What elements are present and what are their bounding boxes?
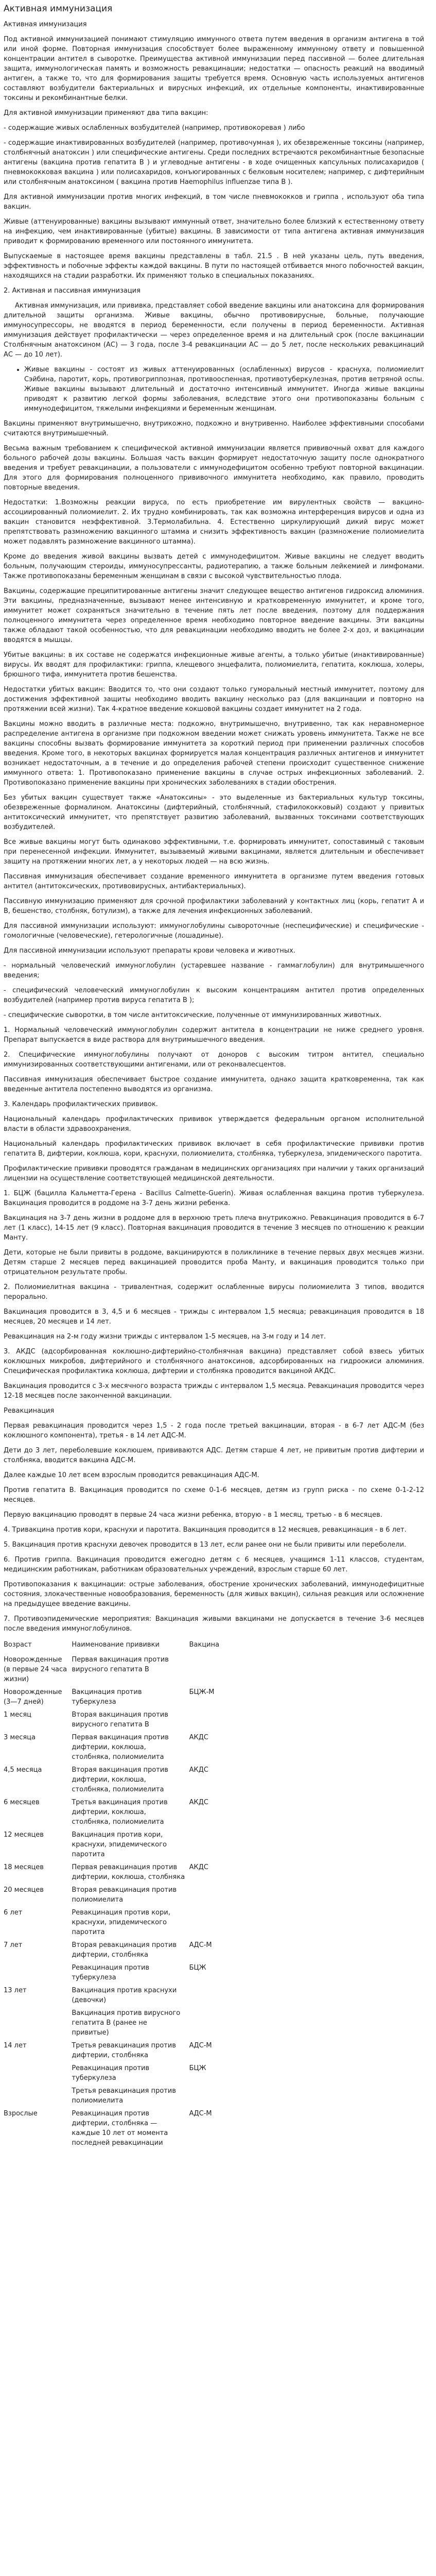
- paragraph: Ревакцинация: [4, 1407, 55, 1415]
- paragraph: - содержащие инактивированных возбудителей (например, противочумная ), их обезвреженные токсины (например, столбнячный анатоксин ) или специфические антигены. Среди последних встречаются рекомбинантные безопасные антигены (вакцина против гепатита B ) и углеводные антигены - в ходе очищенных капсульных полисахаридов ( пневмококковая вакцина ) или полисахаридов, конъюгированных с белковым носителем; например, с дифтерийным или столбнячным анатоксином ( вакцина против Haemophilus influenzae типа B ).: [4, 139, 424, 186]
- vaccine-cell: [189, 1907, 261, 1939]
- vaccine-cell: АДС-М: [189, 2110, 212, 2117]
- paragraph: Все живые вакцины могут быть одинаково эффективными, т.е. формировать иммунитет, сопоставимый с таковым при перенесенной инфекции. Иммунитет, вызываемый живыми вакцинами, является длительным и обеспечивает защиту на протяжении многих лет, а у некоторых людей — на всю жизнь.: [4, 838, 424, 866]
- paragraph: Активная иммунизация, или прививка, представляет собой введение вакцины или анатоксина для формирования длительной защиты организма. Живые вакцины, обычно противовирусные, больные, получающие иммуносупрессоры, не вводятся в период беременности, если получены в период беременности. Активная иммунизация действует профилактически — через определенное время и на длительный срок (после вакцинации Столбнячным анатоксином (АС) — 3 года, после 3-4 ревакцинации АС — до 5 лет, после нескольких ревакцинаций АС — до 10 лет).: [4, 302, 424, 359]
- vaccination-name-cell: Ревакцинация против дифтерии, столбняка — каждые 10 лет от момента последней ревакцинации: [72, 2110, 168, 2147]
- age-cell: 14 лет: [4, 2042, 27, 2049]
- age-cell: [4, 2062, 72, 2085]
- paragraph: Национальный календарь профилактических прививок включает в себя профилактические прививки против гепатита B, дифтерии, коклюша, кори, краснухи, полиомиелита, столбняка, туберкулеза, эпидемического паротита.: [4, 1140, 424, 1158]
- vaccination-name-cell: Первая вакцинация против дифтерии, коклюша, столбняка, полиомиелита: [72, 1734, 169, 1761]
- vaccine-cell: [189, 1985, 261, 2007]
- age-cell: 7 лет: [4, 1941, 23, 1949]
- age-cell: 3 месяца: [4, 1734, 36, 1741]
- table-row: [4, 1985, 261, 2007]
- vaccination-name-cell: Вторая вакцинация против дифтерии, коклюша, столбняка, полиомиелита: [72, 1766, 168, 1793]
- paragraph: Пассивная иммунизация обеспечивает создание временного иммунитета в организме путем введения готовых антител (антитоксических, противовирусных, антибактериальных).: [4, 873, 424, 890]
- vaccine-cell: БЦЖ-М: [189, 1688, 215, 1696]
- vaccine-cell: [189, 1709, 261, 1732]
- vaccine-cell: АКДС: [189, 1863, 208, 1871]
- paragraph: Вакцины применяют внутримышечно, внутрикожно, подкожно и внутривенно. Наиболее эффективными способами считаются внутримышечный.: [4, 420, 424, 437]
- passive-section: [4, 286, 424, 1094]
- paragraph: Пассивная иммунизация обеспечивает быстрое создание иммунитета, однако защита кратковременна, так как введенные антитела постепенно выводятся из организма.: [4, 1076, 424, 1093]
- age-cell: [4, 1962, 72, 1985]
- paragraph: Вакцины, содержащие преципитированные антигены значит следующее вещество антигенов гидроксид алюминия. Эти вакцины, предназначенные, вызывают менее интенсивную и кратковременную иммунитет, и кроме того, иммунитет может сохраняться значительно в течение пять лет после введения, поэтому для поддержания полноценного иммунитета через определенное время необходимо повторное введение вакцины. Эти вакцины также обладают такой особенностью, что для ревакцинации необходимо вводить не более 2-х доз, и вакцинации вводятся в мышцы.: [4, 587, 424, 644]
- vaccination-name-cell: Вакцинация против туберкулеза: [72, 1688, 142, 1706]
- age-cell: 4,5 месяца: [4, 1766, 42, 1774]
- age-cell: [4, 2085, 72, 2108]
- table-row: [4, 1709, 261, 1732]
- paragraph: 5. Вакцинация против краснухи девочек проводится в 13 лет, если ранее они не были привиты или переболели.: [4, 1541, 407, 1549]
- vaccine-cell: БЦЖ: [189, 1964, 206, 1972]
- paragraph: Весьма важным требованием к специфической активной иммунизации является прививочный охват для каждого больного рабочей дозы вакцины. Большая часть вакцин формирует недостаточную защиту после однократного введения и требует ревакцинации, а пользователи с иммунодефицитом особенно требуют повторной вакцинации. Для этого для формирования полноценного прививочного иммунитета необходимо, как правило, проводить повторные введения.: [4, 445, 424, 492]
- paragraph: Для активной иммунизации против многих инфекций, в том числе пневмококков и гриппа , используют оба типа вакцин.: [4, 193, 424, 211]
- age-cell: Новорожденные (в первые 24 часа жизни): [4, 1656, 67, 1683]
- table-row: [4, 2108, 261, 2150]
- paragraph: Дети до 3 лет, переболевшие коклюшем, прививаются АДС. Детям старше 4 лет, не привитым против дифтерии и столбняка, вводится вакцина АДС-М.: [4, 1447, 424, 1464]
- paragraph: Пассивную иммунизацию применяют для срочной профилактики заболеваний у контактных лиц (корь, гепатит A и B, бешенство, столбняк, ботулизм), а также для лечения инфекционных заболеваний.: [4, 897, 424, 915]
- table-row: [4, 2085, 261, 2108]
- age-cell: 18 месяцев: [4, 1863, 44, 1871]
- table-row: [4, 1884, 261, 1907]
- paragraph: 7. Противоэпидемические мероприятия: Вакцинация живыми вакцинами не допускается в течение 3-6 месяцев после введения иммуноглобулинов.: [4, 1615, 424, 1633]
- paragraph: Под активной иммунизацией понимают стимуляцию иммунного ответа путем введения в организм антигена в той или иной форме. Повторная иммунизация способствует более выраженному иммунному ответу и повышенной концентрации антител в сыворотке. Преимущества активной иммунизации перед пассивной — более длительная защита, иммунологическая память и возможность ревакцинации; недостатки — опасность реакций на вводимый антиген, а также то, что для формирования защиты требуется время. Основную часть используемых антигенов составляют возбудители бактериальных и вирусных инфекций, их отдельные компоненты, инактивированные токсины и рекомбинантные белки.: [4, 36, 424, 102]
- table-row: [4, 1686, 261, 1709]
- paragraph: Выпускаемые в настоящее время вакцины представлены в табл. 21.5 . В ней указаны цель, путь введения, эффективность и побочные эффекты каждой вакцины. В пути по настоящей отбивается много побочностей вакцин, находящихся на стадии разработки. Их применяют только в специальных показаниях.: [4, 252, 424, 280]
- table-row: [4, 1764, 261, 1797]
- paragraph: Вакцинация на 3-7 день жизни в роддоме для в верхнюю треть плеча внутрикожно. Ревакцинация проводится в 6-7 лет (1 класс), 14-15 лет (9 класс). Повторная вакцинация проводится в течение 3 месяцев по отношению к реакции Манту.: [4, 1214, 424, 1242]
- paragraph: Недостатки убитых вакцин: Вводится то, что они создают только гуморальный местный иммунитет, поэтому для достижения эффективной защиты необходимо вводить вакцину несколько раз (для вакцинации и повторно на протяжении всей жизни). Так 4-кратное введение кокшовой вакцины создает иммунитет на 2 года.: [4, 686, 424, 713]
- page-title: Активная иммунизация: [4, 4, 113, 14]
- vaccination-name-cell: Вакцинация против краснухи (девочки): [72, 1987, 177, 2004]
- paragraph: Для активной иммунизации применяют два типа вакцин:: [4, 109, 208, 117]
- paragraph: 2. Специфические иммуноглобулины получают от доноров с высоким титром антител, специально иммунизированных соответствующими антигенами, или от реконвалесцентов.: [4, 1051, 424, 1069]
- paragraph: Ревакцинация на 2-м году жизни трижды с интервалом 1-5 месяцев, на 3-м году и 14 лет.: [4, 1333, 326, 1341]
- table-row: [4, 1939, 261, 1962]
- age-cell: Новорожденные (3—7 дней): [4, 1688, 62, 1706]
- intro-section: [4, 35, 424, 281]
- age-cell: 13 лет: [4, 1987, 27, 1994]
- paragraph: Вакцины можно вводить в различные места: подкожно, внутримышечно, внутривенно, так как неравномерное распределение антигена в организме при подкожном введении может снижать уровень иммунитета. Также не все вакцины способны вызвать формирование иммунитета за короткий период при применении различных способов введения. Кроме того, в некоторых вакцинах формируется малая концентрация различных антигенов и иммунитет возникает недостаточным, а в течение и до определения рабочей степени происходит существенное снижение иммунного ответа: 1. Противопоказано применение вакцины в случае острых инфекционных заболеваний. 2. Противопоказано применение вакцины при хронических заболеваниях в стадии обострения.: [4, 720, 424, 787]
- paragraph: Кроме до введения живой вакцины вызвать детей с иммунодефицитом. Живые вакцины не следует вводить больным, получающим стероиды, иммуносупрессанты, радиотерапию, а также больным лейкемией и лимфомами. Также противопоказаны беременным женщинам в связи с высокой чувствительностью плода.: [4, 553, 424, 580]
- table-row: [4, 2040, 261, 2062]
- paragraph: Дети, которые не были привиты в роддоме, вакцинируются в поликлинике в течение первых двух месяцев жизни. Детям старше 2 месяцев перед вакцинацией проводится проба Манту, и вакцинация проводится только при отрицательном результате пробы.: [4, 1249, 424, 1276]
- vaccination-calendar-table: [4, 1639, 261, 2150]
- table-row: [4, 1654, 261, 1686]
- vaccination-name-cell: Третья ревакцинация против дифтерии, столбняка: [72, 2042, 176, 2059]
- age-cell: Взрослые: [4, 2110, 38, 2117]
- vaccine-cell: БЦЖ: [189, 2064, 206, 2072]
- vaccine-cell: АКДС: [189, 1766, 208, 1774]
- table-row: [4, 1907, 261, 1939]
- table-header-row: [4, 1639, 261, 1654]
- table-row: [4, 2062, 261, 2085]
- paragraph: - содержащие живых ослабленных возбудителей (например, противокоревая ) либо: [4, 124, 305, 132]
- list-item: • Живые вакцины - состоят из живых аттенуированных (ослабленных) вирусов - краснуха, полиомиелит Сэйбина, паротит, корь, противогриппозная, противооспенная, противотуберкулезная, против ветряной оспы. Живые вакцины вызывают длительный и достаточно интенсивный иммунитет. Иногда живые вакцины приводят к развитию легкой формы заболевания, вследствие этого они противопоказаны больным с иммунодефицитом, тяжелыми инфекциями и беременным женщинам.: [24, 365, 424, 414]
- vaccine-cell: [189, 1654, 261, 1686]
- paragraph: - специфический человеческий иммуноглобулин к высоким концентрациям антител против определенных возбудителей (например против вируса гепатита B );: [4, 987, 424, 1004]
- vaccine-cell: АДС-М: [189, 2042, 212, 2049]
- vaccination-name-cell: Ревакцинация против туберкулеза: [72, 1964, 150, 1981]
- age-cell: 1 месяц: [4, 1711, 32, 1719]
- vaccination-name-cell: Первая ревакцинация против дифтерии, коклюша, столбняка: [72, 1863, 185, 1881]
- table-body: [4, 1654, 261, 2150]
- vaccine-cell: АКДС: [189, 1799, 208, 1806]
- vaccination-name-cell: Ревакцинация против кори, краснухи, эпидемического паротита: [72, 1909, 170, 1936]
- vaccination-name-cell: Вторая вакцинация против вирусного гепатита B: [72, 1711, 168, 1728]
- vaccination-name-cell: Первая вакцинация против вирусного гепатита B: [72, 1656, 169, 1673]
- vaccination-name-cell: Вакцинация против вирусного гепатита B (ранее не привитые): [72, 2009, 181, 2037]
- paragraph: 1. БЦЖ (бацилла Кальметта-Герена - Bacillus Calmette-Guerin). Живая ослабленная вакцина против туберкулеза. Вакцинация проводится в роддоме на 3-7 день жизни ребенка.: [4, 1190, 424, 1207]
- paragraph: - нормальный человеческий иммуноглобулин (устаревшее название - гаммаглобулин) для внутримышечного введения;: [4, 962, 424, 979]
- vaccination-name-cell: Ревакцинация против туберкулеза: [72, 2064, 150, 2082]
- section-heading: 3. Календарь профилактических прививок.: [4, 1100, 158, 1108]
- section-subtitle: Активная иммунизация: [4, 21, 87, 28]
- paragraph: Без убитых вакцин существует также «Анатоксины» - это выделенные из бактериальных культур токсины, обезвреженные формалином. Анатоксины (дифтерийный, столбнячный, стафилококковый) создают у привитых антитоксический иммунитет, что препятствует развитию заболеваний, вызванных токсинами соответствующих возбудителей.: [4, 794, 424, 831]
- table-row: [4, 1962, 261, 1985]
- vaccine-cell: [189, 1829, 261, 1861]
- paragraph: 6. Против гриппа. Вакцинация проводится ежегодно детям с 6 месяцев, учащимся 1-11 классов, студентам, медицинским работникам, работникам образовательных учреждений, взрослым старше 60 лет.: [4, 1556, 424, 1573]
- paragraph: 4. Тривакцина против кори, краснухи и паротита. Вакцинация проводится в 12 месяцев, ревакцинация - в 6 лет.: [4, 1526, 407, 1534]
- age-cell: [4, 2007, 72, 2040]
- vaccination-name-cell: Третья вакцинация против дифтерии, коклюша, столбняка, полиомиелита: [72, 1799, 168, 1826]
- paragraph: Для пассивной иммунизации используют: иммуноглобулины сывороточные (неспецифические) и специфические - гомологичные (человеческие), гетерологичные (лошадиные).: [4, 922, 424, 940]
- age-cell: 6 месяцев: [4, 1799, 40, 1806]
- paragraph: Национальный календарь профилактических прививок утверждается федеральным органом исполнительной власти в области здравоохранения.: [4, 1115, 424, 1133]
- paragraph: 1. Нормальный человеческий иммуноглобулин содержит антитела в концентрации не ниже среднего уровня. Препарат выпускается в виде раствора для внутримышечного введения.: [4, 1026, 424, 1044]
- paragraph: Живые (аттенуированные) вакцины вызывают иммунный ответ, значительно более близкий к естественному ответу на инфекцию, чем инактивированные (убитые) вакцины. В зависимости от типа антигена активная иммунизация приводит к формированию временного или постоянного иммунитета.: [4, 218, 424, 245]
- paragraph: Недостатки: 1.Возможны реакции вируса, по есть приобретение им вирулентных свойств — вакцино-ассоциированный полиомиелит. 2. Их трудно комбинировать, так как возможна интерференция вирусов и одна из вакцин становится неэффективной. 3.Термолабильна. 4. Естественно циркулирующий дикий вирус может препятствовать размножению вакцинного штамма и снизить эффективность вакцин (размножение полиомиелита может подавлять размножение вакцинного штамма).: [4, 499, 424, 546]
- column-header-age: Возраст: [4, 1641, 32, 1649]
- vaccine-cell: АДС-М: [189, 1941, 212, 1949]
- vaccine-cell: [189, 1884, 261, 1907]
- vaccination-name-cell: Вторая ревакцинация против полиомиелита: [72, 1886, 177, 1904]
- vaccination-name-cell: Вакцинация против кори, краснухи, эпидемического паротита: [72, 1831, 167, 1858]
- paragraph: Для пассивной иммунизации используют препараты крови человека и животных.: [4, 947, 295, 955]
- age-cell: 6 лет: [4, 1909, 23, 1917]
- paragraph: Первая ревакцинация проводится через 1,5 - 2 года после третьей вакцинации, вторая - в 6-7 лет АДС-М (без коклюшного компонента), третья - в 14 лет АДС-М.: [4, 1422, 424, 1439]
- section-heading: 2. Активная и пассивная иммунизация: [4, 287, 141, 295]
- table-row: [4, 1732, 261, 1764]
- vaccine-cell: АКДС: [189, 1734, 208, 1741]
- age-cell: 20 месяцев: [4, 1886, 44, 1894]
- paragraph: Далее каждые 10 лет всем взрослым проводится ревакцинация АДС-М.: [4, 1471, 259, 1479]
- calendar-section: [4, 1099, 424, 1634]
- paragraph: 2. Полиомиелитная вакцина - тривалентная, содержит ослабленные вирусы полиомиелита 3 типов, вводится перорально.: [4, 1283, 424, 1301]
- paragraph: Профилактические прививки проводятся гражданам в медицинских организациях при наличии у таких организаций лицензии на осуществление соответствующей медицинской деятельности.: [4, 1165, 424, 1182]
- age-cell: 12 месяцев: [4, 1831, 44, 1839]
- paragraph: 3. АКДС (адсорбированная коклюшно-дифтерийно-столбнячная вакцина) представляет собой взвесь убитых коклюшных микробов, дифтерийного и столбнячного анатоксинов, адсорбированных на гидроокиси алюминия. Специфическая профилактика коклюша, дифтерии и столбняка проводится вакциной АКДС.: [4, 1348, 424, 1375]
- column-header-vaccine: Вакцина: [189, 1641, 219, 1649]
- vaccine-cell: [189, 2007, 261, 2040]
- column-header-name: Наименование прививки: [72, 1641, 160, 1649]
- paragraph: Убитые вакцины: в их составе не содержатся инфекционные живые агенты, а только убитые (инактивированные) вирусы. Их вводят для профилактики: гриппа, клещевого энцефалита, полиомиелита, гепатита, коклюша, холеры, брюшного тифа, иммунитета против бешенства.: [4, 651, 424, 679]
- vaccination-name-cell: Вторая ревакцинация против дифтерии, столбняка: [72, 1941, 177, 1959]
- table-row: [4, 2007, 261, 2040]
- paragraph: Противопоказания к вакцинации: острые заболевания, обострение хронических заболеваний, иммунодефицитные состояния, злокачественные новообразования, беременность (для живых вакцин), сильная реакция или осложнение на предыдущее введение вакцины.: [4, 1581, 424, 1608]
- table-row: [4, 1797, 261, 1829]
- paragraph: Первую вакцинацию проводят в первые 24 часа жизни ребенка, вторую - в 1 месяц, третью - в 6 месяцев.: [4, 1511, 382, 1519]
- paragraph: Вакцинация проводится в 3, 4,5 и 6 месяцев - трижды с интервалом 1,5 месяца; ревакцинация проводится в 18 месяцев, 20 месяцев и 14 лет.: [4, 1308, 424, 1326]
- paragraph: - специфические сыворотки, в том числе антитоксические, полученные от иммунизированных животных.: [4, 1011, 381, 1019]
- paragraph: Вакцинация проводится с 3-х месячного возраста трижды с интервалом 1,5 месяца. Ревакцинация проводится через 12-18 месяцев после законченной вакцинации.: [4, 1382, 424, 1400]
- paragraph: Против гепатита B. Вакцинация проводится по схеме 0-1-6 месяцев, детям из групп риска - по схеме 0-1-2-12 месяцев.: [4, 1486, 424, 1504]
- table-row: [4, 1829, 261, 1861]
- vaccine-cell: [189, 2085, 261, 2108]
- vaccination-name-cell: Третья ревакцинация против полиомиелита: [72, 2087, 176, 2105]
- table-row: [4, 1861, 261, 1884]
- bullet-list: [4, 365, 424, 414]
